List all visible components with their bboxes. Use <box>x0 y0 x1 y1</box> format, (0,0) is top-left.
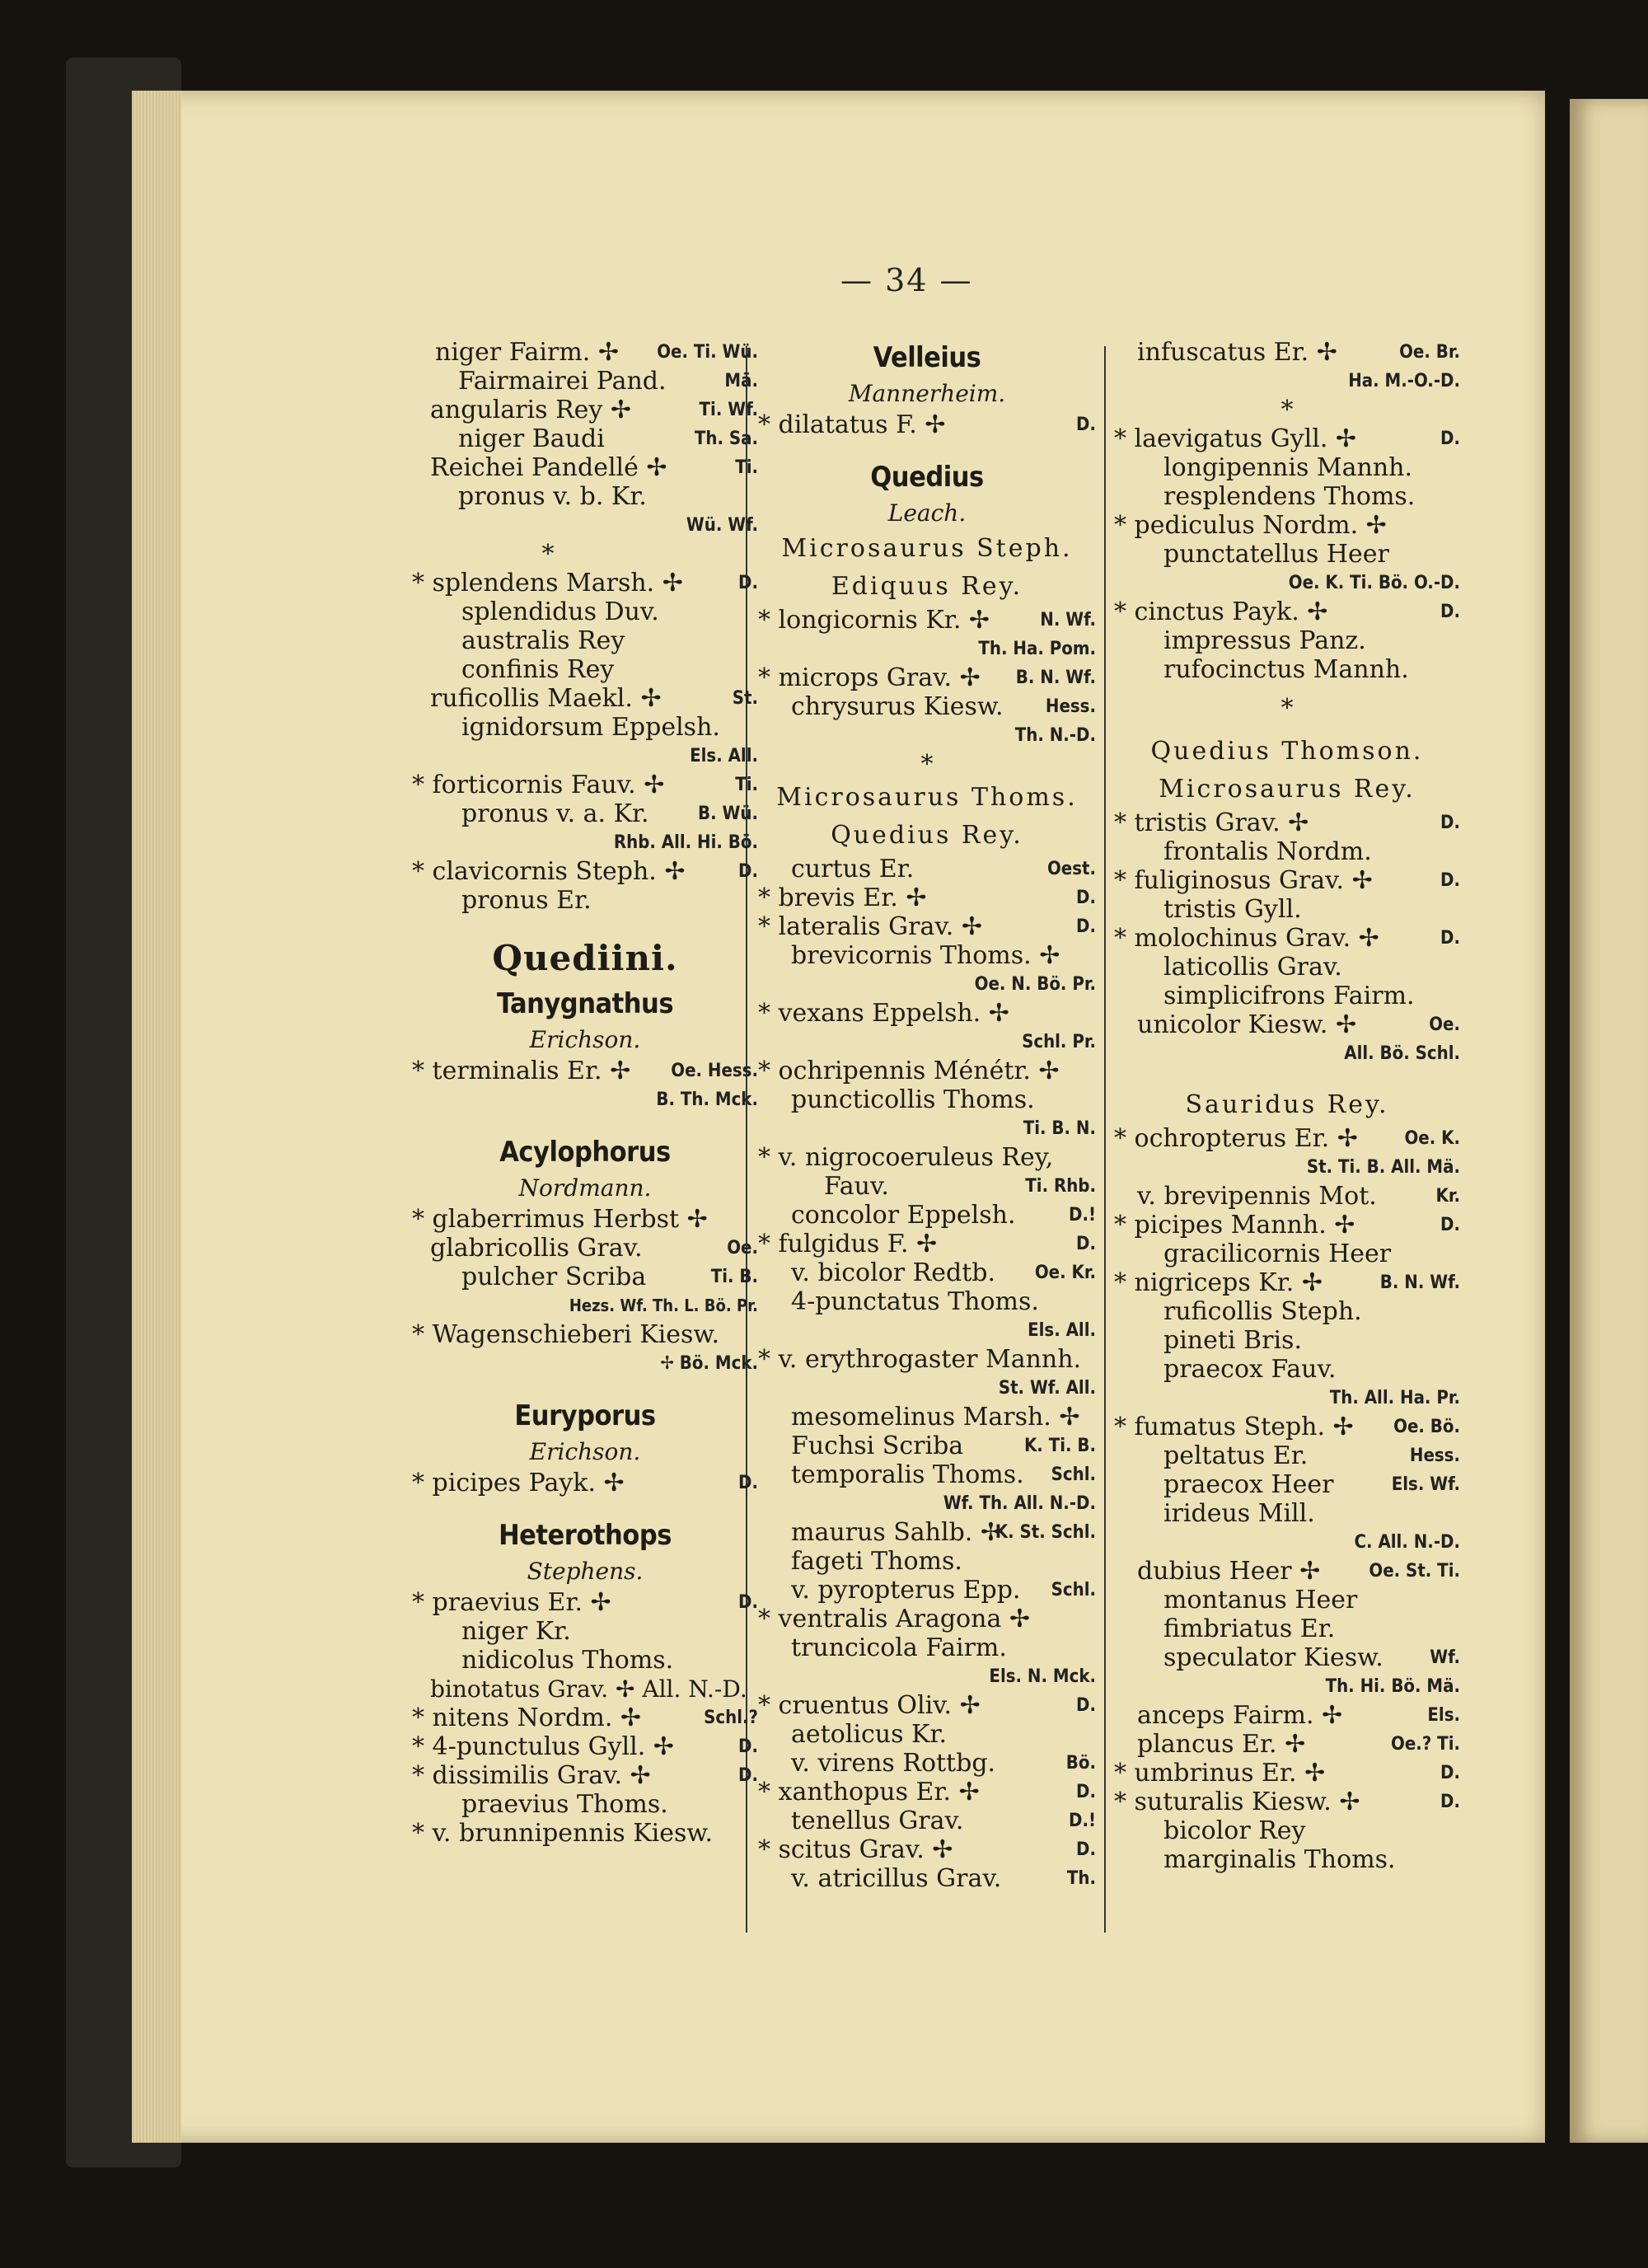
subgenus-heading: Sauridus Rey. <box>1185 1090 1389 1119</box>
column-rule <box>1104 346 1106 1933</box>
genus-author: Nordmann. <box>518 1174 652 1202</box>
list-item: Hezs. Wf. Th. L. Bö. Pr. <box>569 1296 758 1315</box>
list-item: chrysurus Kiesw. Hess. <box>791 692 1096 721</box>
list-item: Rhb. All. Hi. Bö. <box>613 832 758 853</box>
list-item: * fumatus Steph. ✢ Oe. Bö. <box>1114 1413 1460 1441</box>
list-item: * praevius Er. ✢ D. <box>412 1588 758 1617</box>
subgenus-heading: Microsaurus Thoms. <box>776 783 1078 812</box>
subgenus-heading: Quedius Rey. <box>831 821 1023 850</box>
list-item: longipennis Mannh. <box>1163 453 1413 482</box>
genus-author: Leach. <box>887 499 967 527</box>
list-item: * nitens Nordm. ✢ Schl.? <box>412 1703 758 1732</box>
list-item: pronus Er. <box>461 886 592 915</box>
list-item: Ha. M.-O.-D. <box>1348 371 1460 391</box>
list-item: * vexans Eppelsh. ✢ <box>758 999 1009 1028</box>
list-item: * cruentus Oliv. ✢ D. <box>758 1691 1096 1720</box>
list-item: * ochripennis Ménétr. ✢ <box>758 1057 1060 1085</box>
list-item: v. bicolor Redtb. Oe. Kr. <box>791 1258 1096 1287</box>
list-item: * fuliginosus Grav. ✢ D. <box>1114 866 1460 895</box>
list-item: * xanthopus Er. ✢ D. <box>758 1778 1096 1806</box>
list-item: 4-punctatus Thoms. <box>791 1287 1039 1316</box>
genus-heading: Heterothops <box>499 1519 672 1552</box>
list-item: * suturalis Kiesw. ✢ D. <box>1114 1788 1460 1816</box>
list-item: Wü. Wf. <box>686 515 758 536</box>
list-item: Oe. K. Ti. Bö. O.-D. <box>1288 573 1460 593</box>
facing-page-edge <box>1570 99 1648 2143</box>
list-item: * splendens Marsh. ✢ D. <box>412 569 758 597</box>
list-item: * scitus Grav. ✢ D. <box>758 1835 1096 1864</box>
list-item: v. brevipennis Mot. Kr. <box>1137 1182 1460 1211</box>
list-item: truncicola Fairm. <box>791 1633 1007 1662</box>
list-item: brevicornis Thoms. ✢ <box>791 941 1060 970</box>
genus-heading: Tanygnathus <box>496 987 674 1020</box>
genus-heading: Quedius <box>870 461 984 494</box>
list-item: * ochropterus Er. ✢ Oe. K. <box>1114 1124 1460 1153</box>
list-item: praevius Thoms. <box>461 1790 668 1819</box>
list-item: resplendens Thoms. <box>1163 482 1416 511</box>
page-edges <box>132 91 181 2143</box>
column-3 <box>1114 338 1460 1874</box>
column-1 <box>412 338 758 1848</box>
list-item: * picipes Payk. ✢ D. <box>412 1469 758 1497</box>
list-item: ✢ Bö. Mck. <box>660 1353 758 1374</box>
list-item: * microps Grav. ✢ B. N. Wf. <box>758 663 1096 692</box>
page-number: — 34 — <box>840 262 973 298</box>
list-item: Th. Ha. Pom. <box>978 639 1096 659</box>
list-item: * terminalis Er. ✢ Oe. Hess. <box>412 1057 758 1085</box>
list-item: Els. N. Mck. <box>989 1666 1096 1687</box>
list-item: * dilatatus F. ✢ D. <box>758 410 1096 439</box>
list-item: Ti. B. N. <box>1023 1118 1096 1139</box>
list-item: irideus Mill. <box>1163 1499 1315 1528</box>
list-item: * picipes Mannh. ✢ D. <box>1114 1211 1460 1239</box>
list-item: * v. brunnipennis Kiesw. <box>412 1819 714 1848</box>
list-item: bicolor Rey <box>1163 1816 1306 1845</box>
list-item: nidicolus Thoms. <box>461 1646 674 1675</box>
separator-star: * <box>541 540 555 569</box>
genus-author: Stephens. <box>527 1558 644 1585</box>
list-item: praecox Fauv. <box>1163 1355 1337 1384</box>
list-item: gracilicornis Heer <box>1163 1239 1392 1268</box>
list-item: plancus Er. ✢ Oe.? Ti. <box>1137 1730 1460 1759</box>
list-item: marginalis Thoms. <box>1163 1845 1396 1874</box>
list-item: * forticornis Fauv. ✢ Ti. <box>412 771 758 799</box>
list-item: * brevis Er. ✢ D. <box>758 883 1096 912</box>
list-item: All. Bö. Schl. <box>1344 1043 1460 1064</box>
list-item: praecox Heer Els. Wf. <box>1163 1470 1460 1499</box>
list-item: * nigriceps Kr. ✢ B. N. Wf. <box>1114 1268 1460 1297</box>
genus-author: Erichson. <box>529 1026 641 1053</box>
list-item: Els. All. <box>690 746 758 766</box>
list-item: speculator Kiesw. Wf. <box>1163 1643 1460 1672</box>
list-item: concolor Eppelsh. D.! <box>791 1201 1096 1230</box>
genus-heading: Velleius <box>873 341 981 374</box>
list-item: laticollis Grav. <box>1163 953 1342 982</box>
list-item: unicolor Kiesw. ✢ Oe. <box>1137 1010 1460 1039</box>
list-item: confinis Rey <box>461 655 615 684</box>
list-item: pronus v. a. Kr. B. Wü. <box>461 799 758 828</box>
list-item: ruficollis Steph. <box>1163 1297 1362 1326</box>
list-item: * v. erythrogaster Mannh. <box>758 1345 1082 1374</box>
list-item: angularis Rey ✢ Ti. Wf. <box>430 396 758 424</box>
list-item: niger Kr. <box>461 1617 571 1646</box>
list-item: Fuchsi Scriba K. Ti. B. <box>791 1432 1096 1460</box>
genus-heading: Euryporus <box>514 1399 656 1432</box>
list-item: * 4-punctulus Gyll. ✢ D. <box>412 1732 758 1761</box>
list-item: Reichei Pandellé ✢ Ti. <box>430 453 758 482</box>
list-item: punctatellus Heer <box>1163 540 1389 569</box>
list-item: puncticollis Thoms. <box>791 1085 1035 1114</box>
list-item: mesomelinus Marsh. ✢ <box>791 1403 1080 1432</box>
list-item: * umbrinus Er. ✢ D. <box>1114 1759 1460 1788</box>
list-item: Oe. N. Bö. Pr. <box>974 974 1096 995</box>
list-item: tristis Gyll. <box>1163 895 1302 924</box>
list-item: * longicornis Kr. ✢ N. Wf. <box>758 606 1096 635</box>
list-item: Wf. Th. All. N.-D. <box>943 1493 1096 1514</box>
list-item: Fauv. Ti. Rhb. <box>824 1172 1096 1201</box>
subgenus-heading: Microsaurus Rey. <box>1159 775 1416 804</box>
list-item: v. atricillus Grav. Th. <box>791 1864 1096 1893</box>
list-item: * glaberrimus Herbst ✢ <box>412 1205 708 1234</box>
subgenus-heading: Quedius Thomson. <box>1150 737 1424 766</box>
list-item: * laevigatus Gyll. ✢ D. <box>1114 424 1460 453</box>
list-item: v. pyropterus Epp. Schl. <box>791 1576 1096 1605</box>
list-item: maurus Sahlb. ✢ K. St. Schl. <box>791 1518 1096 1547</box>
list-item: binotatus Grav. ✢ All. N.-D. <box>430 1675 747 1703</box>
list-item: temporalis Thoms. Schl. <box>791 1460 1096 1489</box>
list-item: glabricollis Grav. Oe. <box>430 1234 758 1263</box>
separator-star: * <box>1280 396 1294 424</box>
list-item: simplicifrons Fairm. <box>1163 982 1415 1010</box>
list-item: v. virens Rottbg. Bö. <box>791 1749 1096 1778</box>
list-item: * fulgidus F. ✢ D. <box>758 1230 1096 1258</box>
list-item: Fairmairei Pand. Mä. <box>458 367 758 396</box>
list-item: St. Ti. B. All. Mä. <box>1306 1157 1460 1178</box>
list-item: rufocinctus Mannh. <box>1163 655 1409 684</box>
list-item: * v. nigrocoeruleus Rey, <box>758 1143 1054 1172</box>
column-2 <box>758 338 1096 1893</box>
genus-heading: Acylophorus <box>499 1136 671 1169</box>
list-item: curtus Er. Oest. <box>791 855 1096 883</box>
list-item: niger Fairm. ✢ Oe. Ti. Wü. <box>435 338 758 367</box>
list-item: fageti Thoms. <box>791 1547 962 1576</box>
list-item: aetolicus Kr. <box>791 1720 947 1749</box>
list-item: Th. N.-D. <box>1014 725 1096 746</box>
list-item: anceps Fairm. ✢ Els. <box>1137 1701 1460 1730</box>
list-item: * cinctus Payk. ✢ D. <box>1114 597 1460 626</box>
list-item: * molochinus Grav. ✢ D. <box>1114 924 1460 953</box>
list-item: fimbriatus Er. <box>1163 1614 1336 1643</box>
list-item: impressus Panz. <box>1163 626 1366 655</box>
list-item: dubius Heer ✢ Oe. St. Ti. <box>1137 1557 1460 1586</box>
list-item: Schl. Pr. <box>1022 1032 1096 1052</box>
list-item: ignidorsum Eppelsh. <box>461 713 720 742</box>
list-item: niger Baudi Th. Sa. <box>458 424 758 453</box>
list-item: Els. All. <box>1028 1320 1096 1341</box>
list-item: peltatus Er. Hess. <box>1163 1441 1460 1470</box>
separator-star: * <box>1280 694 1294 723</box>
list-item: australis Rey <box>461 626 625 655</box>
list-item: St. Wf. All. <box>998 1378 1096 1399</box>
subgenus-heading: Microsaurus Steph. <box>781 534 1073 563</box>
list-item: montanus Heer <box>1163 1586 1358 1614</box>
genus-author: Erichson. <box>529 1438 641 1465</box>
list-item: * lateralis Grav. ✢ D. <box>758 912 1096 941</box>
list-item: pulcher Scriba Ti. B. <box>461 1263 758 1291</box>
subgenus-heading: Ediquus Rey. <box>831 572 1023 601</box>
list-item: C. All. N.-D. <box>1354 1532 1460 1553</box>
tribe-heading: Quediini. <box>492 938 678 978</box>
list-item: tenellus Grav. D.! <box>791 1806 1096 1835</box>
list-item: ruficollis Maekl. ✢ St. <box>430 684 758 713</box>
genus-author: Mannerheim. <box>848 380 1006 407</box>
list-item: infuscatus Er. ✢ Oe. Br. <box>1137 338 1460 367</box>
list-item: * Wagenschieberi Kiesw. <box>412 1320 720 1349</box>
list-item: frontalis Nordm. <box>1163 837 1372 866</box>
list-item: pronus v. b. Kr. <box>458 482 647 511</box>
list-item: * ventralis Aragona ✢ <box>758 1605 1030 1633</box>
list-item: * tristis Grav. ✢ D. <box>1114 808 1460 837</box>
list-item: * pediculus Nordm. ✢ <box>1114 511 1387 540</box>
list-item: splendidus Duv. <box>461 597 659 626</box>
list-item: * dissimilis Grav. ✢ D. <box>412 1761 758 1790</box>
list-item: Th. Hi. Bö. Mä. <box>1325 1676 1460 1697</box>
list-item: pineti Bris. <box>1163 1326 1302 1355</box>
list-item: B. Th. Mck. <box>656 1089 758 1110</box>
list-item: Th. All. Ha. Pr. <box>1329 1388 1460 1408</box>
separator-star: * <box>920 750 934 779</box>
list-item: * clavicornis Steph. ✢ D. <box>412 857 758 886</box>
